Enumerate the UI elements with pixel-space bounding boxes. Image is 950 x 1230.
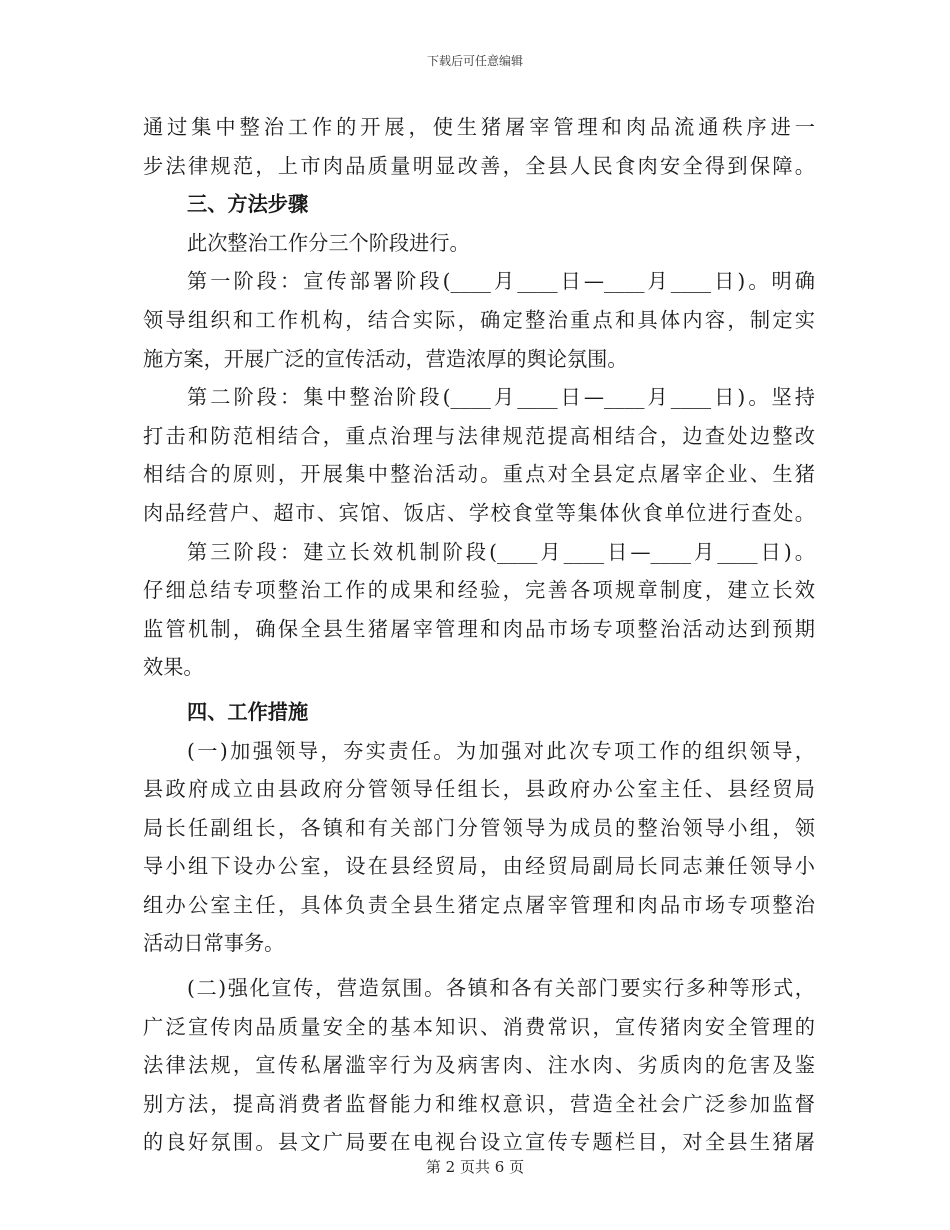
body-line: 导小组下设办公室，设在县经贸局，由经贸局副局长同志兼任领导小 bbox=[143, 854, 815, 879]
body-line: 第二阶段：集中整治阶段(____月____日—____月____日)。坚持 bbox=[187, 385, 815, 410]
body-line: (一)加强领导，夯实责任。为加强对此次专项工作的组织领导， bbox=[187, 738, 815, 763]
body-line: 局长任副组长，各镇和有关部门分管领导为成员的整治领导小组，领 bbox=[143, 815, 815, 840]
body-line: 监管机制，确保全县生猪屠宰管理和肉品市场专项整治活动达到预期 bbox=[143, 616, 815, 641]
body-line: 施方案，开展广泛的宣传活动，营造浓厚的舆论氛围。 bbox=[143, 346, 628, 371]
body-line: (二)强化宣传，营造氛围。各镇和各有关部门要实行多种等形式， bbox=[187, 976, 815, 1001]
body-line: 组办公室主任，具体负责全县生猪定点屠宰管理和肉品市场专项整治 bbox=[143, 892, 815, 917]
body-line: 仔细总结专项整治工作的成果和经验，完善各项规章制度，建立长效 bbox=[143, 578, 815, 603]
body-line: 效果。 bbox=[143, 655, 204, 680]
page-number: 第 2 页共 6 页 bbox=[425, 1158, 525, 1176]
body-line: 活动日常事务。 bbox=[143, 931, 285, 956]
body-line: 打击和防范相结合，重点治理与法律规范提高相结合，边查处边整改 bbox=[143, 423, 815, 448]
body-line: 的良好氛围。县文广局要在电视台设立宣传专题栏目，对全县生猪屠 bbox=[143, 1130, 815, 1155]
body-line: 通过集中整治工作的开展，使生猪屠宰管理和肉品流通秩序进一 bbox=[143, 115, 815, 139]
body-line: 第一阶段：宣传部署阶段(____月____日—____月____日)。明确 bbox=[187, 269, 815, 294]
body-line: 法律法规，宣传私屠滥宰行为及病害肉、注水肉、劣质肉的危害及鉴 bbox=[143, 1053, 815, 1078]
body-line: 肉品经营户、超市、宾馆、饭店、学校食堂等集体伙食单位进行查处。 bbox=[143, 500, 815, 525]
document-body bbox=[143, 108, 815, 1162]
body-line: 广泛宣传肉品质量安全的基本知识、消费常识，宣传猪肉安全管理的 bbox=[143, 1014, 815, 1039]
body-line: 别方法，提高消费者监督能力和维权意识，营造全社会广泛参加监督 bbox=[143, 1091, 815, 1116]
body-line: 县政府成立由县政府分管领导任组长，县政府办公室主任、县经贸局 bbox=[143, 777, 815, 802]
body-line: 第三阶段：建立长效机制阶段(____月____日—____月____日)。 bbox=[187, 539, 815, 564]
body-line: 相结合的原则，开展集中整治活动。重点对全县定点屠宰企业、生猪 bbox=[143, 462, 815, 487]
body-line: 此次整治工作分三个阶段进行。 bbox=[187, 230, 470, 255]
page-header: 下载后可任意编辑 bbox=[426, 54, 523, 68]
body-line: 领导组织和工作机构，结合实际，确定整治重点和具体内容，制定实 bbox=[143, 307, 815, 332]
body-line: 步法律规范，上市肉品质量明显改善，全县人民食肉安全得到保障。 bbox=[143, 153, 815, 178]
section-heading-methods: 三、方法步骤 bbox=[187, 192, 309, 217]
section-heading-measures: 四、工作措施 bbox=[187, 699, 309, 724]
